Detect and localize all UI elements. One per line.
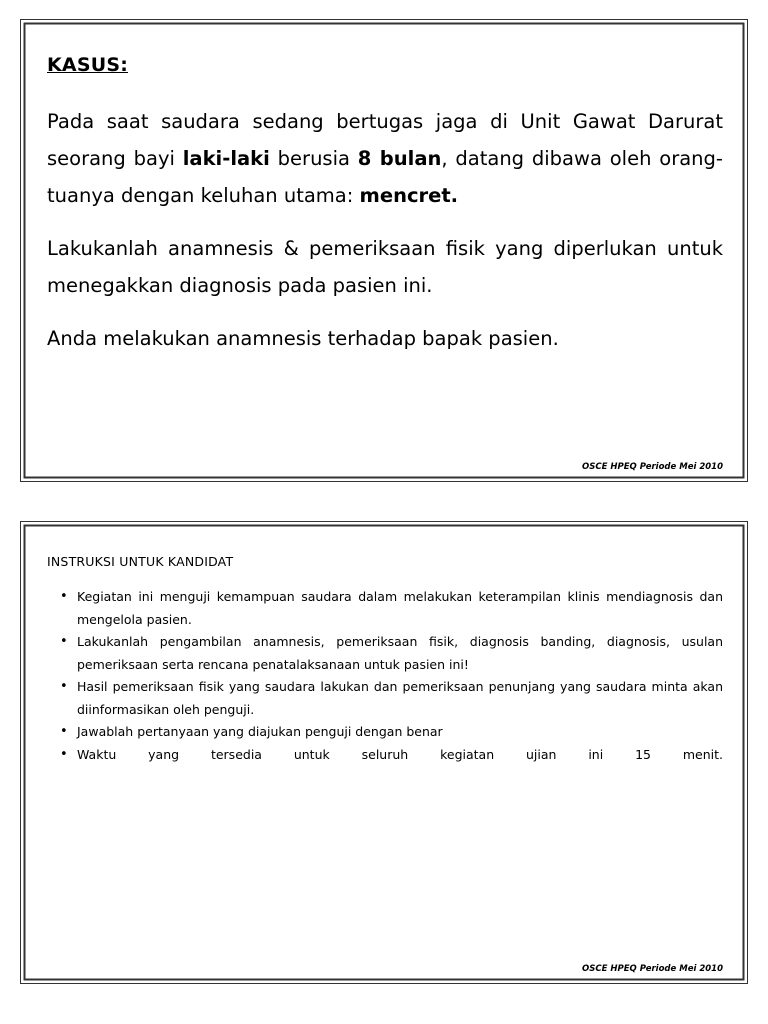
bullet-icon: • — [60, 634, 68, 649]
instruction-text: Lakukanlah pengambilan anamnesis, pemeriksaan fisik, diagnosis banding, diagnosis, usulan pemeriksaan serta rencana penatalaksanaan untuk pasien ini! — [77, 634, 723, 672]
case-text-1: Pada saat saudara sedang bertugas jaga di Unit Gawat Darurat seorang bayi — [47, 110, 723, 170]
case-gender: laki-laki — [182, 147, 270, 170]
instruction-card — [20, 521, 748, 984]
bullet-icon: • — [60, 679, 68, 694]
case-description — [47, 103, 723, 214]
case-heading: KASUS: — [47, 54, 129, 76]
instruction-item — [47, 631, 723, 676]
case-task: Lakukanlah anamnesis & pemeriksaan fisik yang diperlukan untuk menegakkan diagnosis pada pasien ini. — [47, 237, 723, 297]
case-footer: OSCE HPEQ Periode Mei 2010 — [582, 462, 723, 472]
case-text-2: berusia — [269, 147, 358, 170]
case-text-3: , datang dibawa oleh orang-tuanya dengan keluhan utama: — [47, 147, 723, 207]
bullet-icon: • — [60, 589, 68, 604]
instruction-title: INSTRUKSI UNTUK KANDIDAT — [47, 554, 234, 569]
instruction-list — [47, 586, 723, 766]
instruction-item — [47, 721, 723, 744]
case-card — [20, 19, 748, 482]
bullet-icon: • — [60, 746, 68, 762]
instruction-footer: OSCE HPEQ Periode Mei 2010 — [582, 964, 723, 974]
instruction-item — [47, 744, 723, 767]
instruction-text: Waktu yang tersedia untuk seluruh kegiatan ujian ini 15 menit. — [77, 746, 723, 762]
instruction-item — [47, 676, 723, 721]
case-age: 8 bulan — [357, 147, 442, 170]
bullet-icon: • — [60, 724, 68, 739]
case-note: Anda melakukan anamnesis terhadap bapak pasien. — [47, 327, 559, 350]
instruction-text: Kegiatan ini menguji kemampuan saudara dalam melakukan keterampilan klinis mendiagnosis dan mengelola pasien. — [77, 589, 723, 627]
instruction-text: Jawablah pertanyaan yang diajukan penguji dengan benar — [77, 724, 443, 739]
instruction-text: Hasil pemeriksaan fisik yang saudara lakukan dan pemeriksaan penunjang yang saudara minta akan diinformasikan oleh penguji. — [77, 679, 723, 717]
case-complaint: mencret. — [359, 184, 459, 207]
instruction-item — [47, 586, 723, 631]
